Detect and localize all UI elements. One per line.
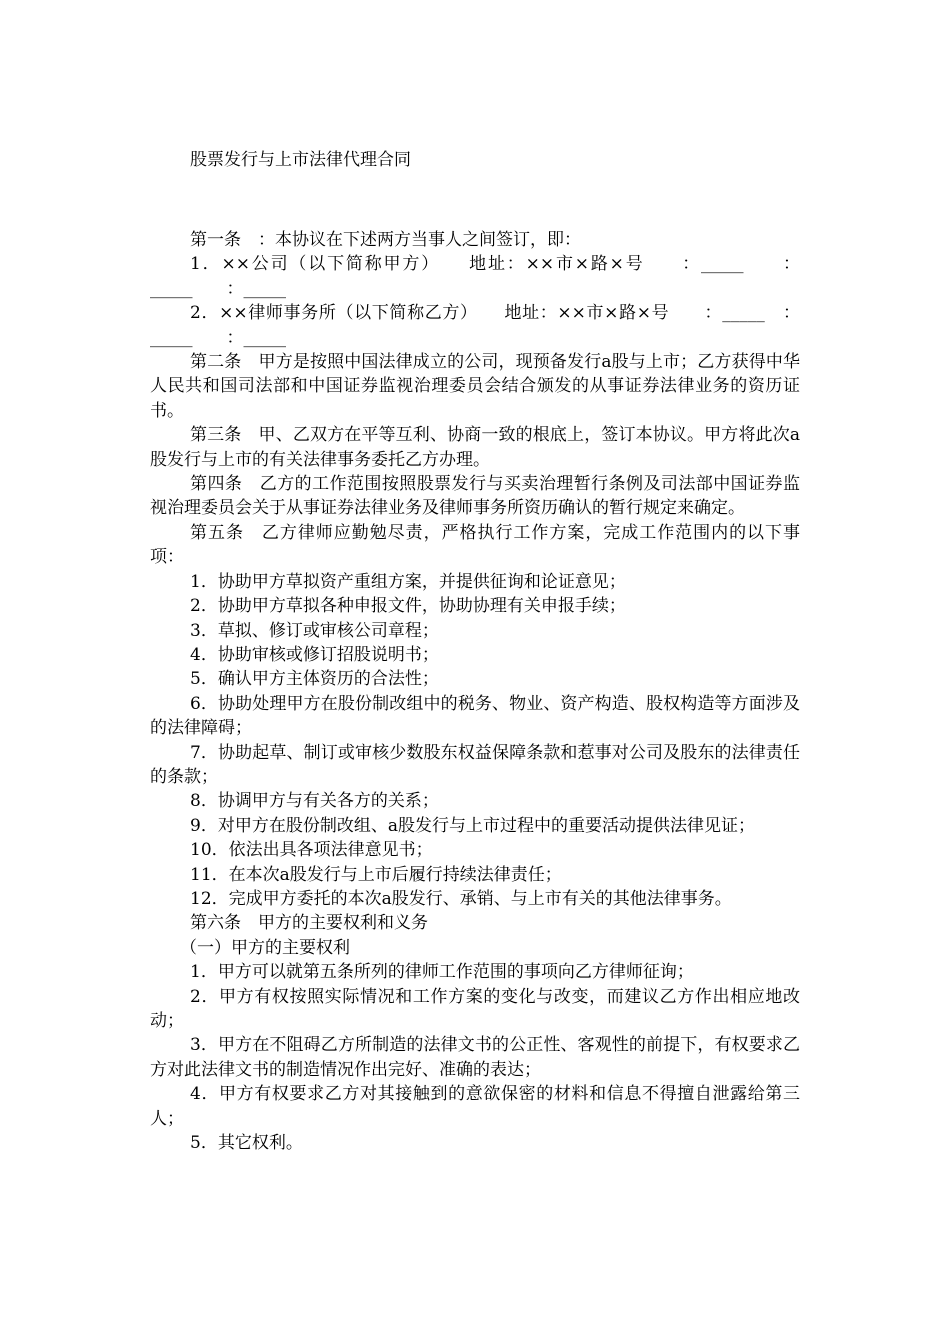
list-item: 10．依法出具各项法律意见书；	[190, 840, 433, 861]
article-1: 第一条 ：本协议在下述两方当事人之间签订，即：	[190, 230, 581, 250]
article-5: 第五条 乙方律师应勤勉尽责，严格执行工作方案，完成工作范围内的以下事项：	[150, 522, 800, 568]
list-item: 3．甲方在不阻碍乙方所制造的法律文书的公正性、客观性的前提下，有权要求乙方对此法律文书的制造情况作出完好、准确的表达；	[150, 1035, 800, 1080]
list-item: 3．草拟、修订或审核公司章程；	[190, 620, 439, 641]
document-title: 股票发行与上市法律代理合同	[190, 150, 411, 170]
list-item: 5．确认甲方主体资历的合法性；	[190, 669, 439, 690]
list-item: 2．甲方有权按照实际情况和工作方案的变化与改变，而建议乙方作出相应地改动；	[150, 986, 800, 1031]
list-item: 8．协调甲方与有关各方的关系；	[190, 791, 439, 812]
list-item: 4．甲方有权要求乙方对其接触到的意欲保密的材料和信息不得擅自泄露给第三人；	[150, 1084, 800, 1129]
list-item: 1．甲方可以就第五条所列的律师工作范围的事项向乙方律师征询；	[190, 962, 694, 983]
list-item: 2．协助甲方草拟各种申报文件，协助协理有关申报手续；	[190, 596, 626, 617]
list-item: 6．协助处理甲方在股份制改组中的税务、物业、资产构造、股权构造等方面涉及的法律障碍；	[150, 693, 800, 739]
list-item: 11．在本次a股发行与上市后履行持续法律责任；	[190, 864, 562, 885]
list-item: 9．对甲方在股份制改组、a股发行与上市过程中的重要活动提供法律见证；	[190, 815, 755, 836]
article-3: 第三条 甲、乙双方在平等互利、协商一致的根底上，签订本协议。甲方将此次a股发行与上市的有关法律事务委托乙方办理。	[150, 425, 800, 470]
list-item: 4．协助审核或修订招股说明书；	[190, 644, 439, 665]
party-b-line: 2．××律师事务所（以下简称乙方） 地址：××市×路×号 ：_____ ：_____ ：_____	[150, 303, 800, 348]
article-4: 第四条 乙方的工作范围按照股票发行与买卖治理暂行条例及司法部中国证券监视治理委员会关于从事证券法律业务及律师事务所资历确认的暂行规定来确定。	[150, 474, 800, 519]
section-heading: （一）甲方的主要权利	[180, 937, 350, 958]
list-item: 12．完成甲方委托的本次a股发行、承销、与上市有关的其他法律事务。	[190, 888, 732, 909]
contract-page	[150, 148, 800, 1155]
list-item: 7．协助起草、制订或审核少数股东权益保障条款和惹事对公司及股东的法律责任的条款；	[150, 742, 800, 787]
article-6: 第六条 甲方的主要权利和义务	[190, 913, 428, 934]
list-item: 5．其它权利。	[190, 1133, 303, 1154]
article-2: 第二条 甲方是按照中国法律成立的公司，现预备发行a股与上市；乙方获得中华人民共和国司法部和中国证券监视治理委员会结合颁发的从事证券法律业务的资历证书。	[150, 352, 800, 421]
party-a-line: 1．××公司（以下简称甲方） 地址：××市×路×号 ：_____ ：_____ ：_____	[150, 254, 800, 299]
list-item: 1．协助甲方草拟资产重组方案，并提供征询和论证意见；	[190, 571, 626, 592]
